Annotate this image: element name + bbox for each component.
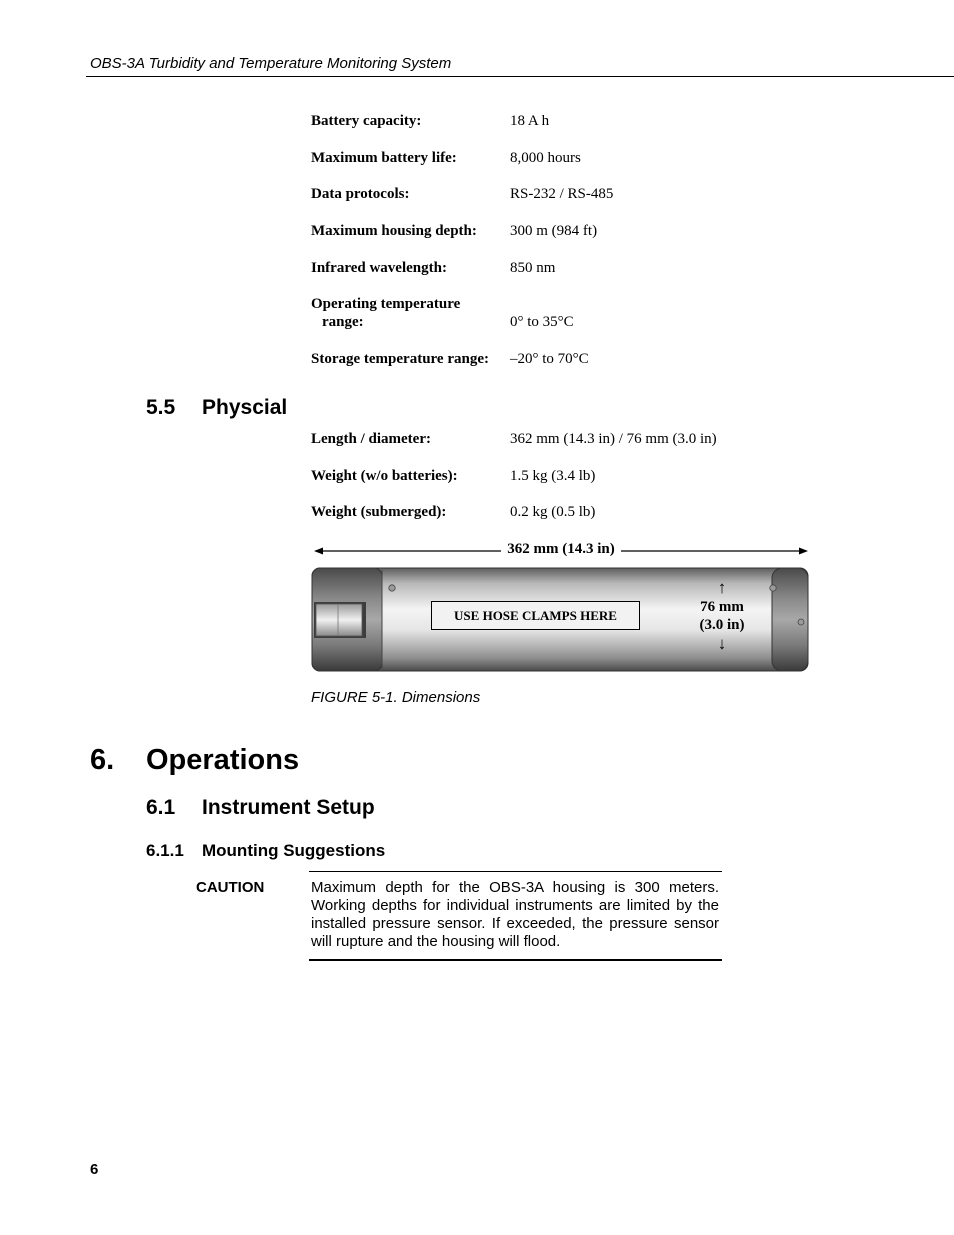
running-header: OBS-3A Turbidity and Temperature Monitoring System [90,55,452,72]
spec-value: 362 mm (14.3 in) / 76 mm (3.0 in) [510,431,717,447]
section-heading-6-1 [146,796,375,820]
figure-caption: FIGURE 5-1. Dimensions [311,689,481,706]
spec-label: Storage temperature range: [311,351,489,367]
spec-value: 0.2 kg (0.5 lb) [510,504,596,520]
spec-value: 18 A h [510,113,550,129]
diameter-label-line2: (3.0 in) [699,617,745,633]
connector-plug [316,604,362,636]
spec-label: Maximum battery life: [311,150,457,166]
header-rule [86,76,954,77]
section-title: Instrument Setup [202,796,375,819]
down-arrow-icon: ↓ [717,634,727,653]
section-heading-5-5 [146,396,287,420]
subsection-title: Mounting Suggestions [202,841,386,860]
hose-clamp-label: USE HOSE CLAMPS HERE [431,601,640,630]
spec-value: –20° to 70°C [510,351,589,367]
screw [389,585,395,591]
spec-label: Maximum housing depth: [311,223,477,239]
spec-value: 0° to 35°C [510,314,574,330]
spec-label-line1: Operating temperature [311,296,461,312]
spec-label: Length / diameter: [311,431,431,447]
spec-label-line2: range: [322,314,364,330]
spec-label: Weight (submerged): [311,504,447,520]
spec-label: Weight (w/o batteries): [311,468,458,484]
section-number: 5.5 [146,396,176,419]
spec-label: Infrared wavelength: [311,260,447,276]
spec-label: Battery capacity: [311,113,422,129]
diameter-label-line1: 76 mm [700,599,744,615]
chapter-title: Operations [146,744,300,776]
spec-value: 850 nm [510,260,556,276]
screw [770,585,776,591]
up-arrow-icon: ↑ [717,578,727,597]
section-number: 6.1 [146,796,176,819]
spec-value: RS-232 / RS-485 [510,186,614,202]
chapter-number: 6. [90,744,115,776]
dimensions-figure [308,540,814,675]
diameter-dimension [688,578,756,654]
spec-value: 300 m (984 ft) [510,223,598,239]
spec-value: 8,000 hours [510,150,581,166]
section-title: Physcial [202,396,288,419]
caution-label: CAUTION [196,879,265,896]
caution-bottom-rule [309,959,722,961]
subsection-heading-6-1-1 [146,841,385,861]
chapter-heading-6 [90,744,299,777]
caution-top-rule [309,871,722,872]
subsection-number: 6.1.1 [146,841,184,860]
screw [798,619,804,625]
caution-text: Maximum depth for the OBS-3A housing is 300 meters. Working depths for individual instruments are limited by the installed pressure sensor. If exceeded, the pressure sensor will rupture and the housing will flood. [311,879,719,950]
spec-label: Data protocols: [311,186,410,202]
spec-label [311,295,506,331]
page-number: 6 [90,1161,99,1178]
length-dimension-label: 362 mm (14.3 in) [308,541,814,558]
spec-value: 1.5 kg (3.4 lb) [510,468,596,484]
